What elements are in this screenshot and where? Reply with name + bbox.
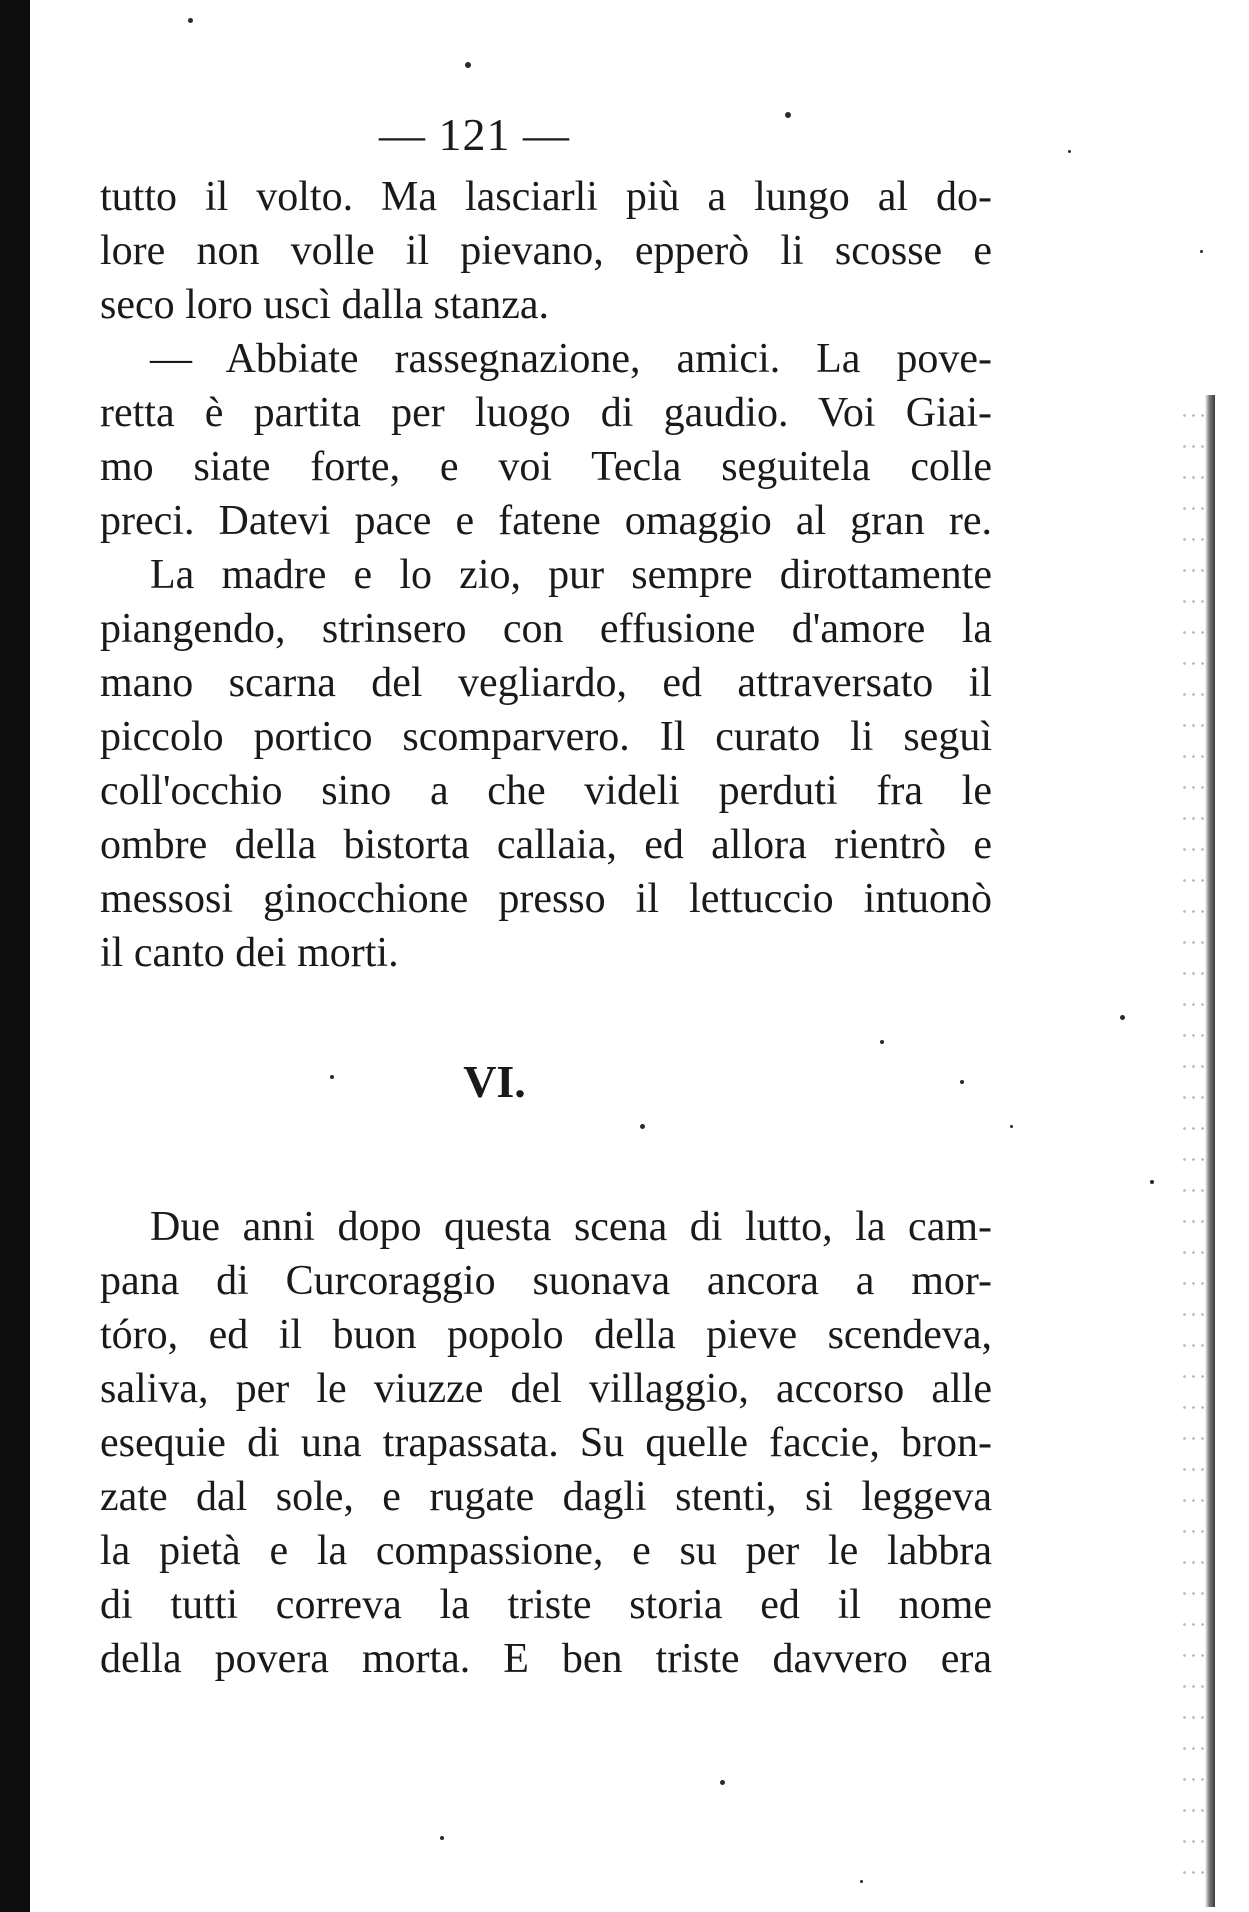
scan-speck [785, 112, 791, 118]
text-line: tutto il volto. Ma lasciarli più a lungo al do- [100, 174, 992, 220]
text-line: tóro, ed il buon popolo della pieve scendeva, [100, 1312, 992, 1358]
text-line: zate dal sole, e rugate dagli stenti, si leggeva [100, 1474, 992, 1520]
text-line: la pietà e la compassione, e su per le labbra [100, 1528, 992, 1574]
text-line: della povera morta. E ben triste davvero era [100, 1636, 992, 1682]
text-line: coll'occhio sino a che videli perduti fra le [100, 768, 992, 814]
text-line: esequie di una trapassata. Su quelle faccie, bron- [100, 1420, 992, 1466]
scan-speck [720, 1780, 725, 1785]
text-line: mo siate forte, e voi Tecla seguitela colle [100, 444, 992, 490]
scan-speck [1150, 1180, 1154, 1184]
text-line: — Abbiate rassegnazione, amici. La pove- [150, 336, 992, 382]
scan-speck [880, 1040, 884, 1044]
scan-speck [465, 62, 471, 68]
text-line: lore non volle il pievano, epperò li scosse e [100, 228, 992, 274]
text-block-bottom [100, 1200, 992, 1686]
scan-speck [1200, 250, 1203, 253]
text-line: di tutti correva la triste storia ed il nome [100, 1582, 992, 1628]
section-heading: VI. [463, 1056, 526, 1107]
scan-speck [860, 1880, 863, 1883]
text-block-top [100, 170, 992, 980]
scan-speck [640, 1124, 645, 1129]
scan-speck [1120, 1015, 1125, 1020]
binding-edge [0, 0, 30, 1912]
text-line: piccolo portico scomparvero. Il curato li seguì [100, 714, 992, 760]
scan-speck [1010, 1125, 1013, 1128]
scan-speck [188, 18, 193, 23]
gutter-speckles [1180, 400, 1210, 1900]
text-line: piangendo, strinsero con effusione d'amore la [100, 606, 992, 652]
scan-speck [1068, 150, 1071, 153]
text-line: preci. Datevi pace e fatene omaggio al gran re. [100, 498, 992, 544]
scan-speck [330, 1075, 334, 1079]
text-line: pana di Curcoraggio suonava ancora a mor- [100, 1258, 992, 1304]
text-line: Due anni dopo questa scena di lutto, la cam- [150, 1204, 992, 1250]
text-line: ombre della bistorta callaia, ed allora rientrò e [100, 822, 992, 868]
text-line: messosi ginocchione presso il lettuccio intuonò [100, 876, 992, 922]
scan-speck [960, 1080, 964, 1084]
text-line: saliva, per le viuzze del villaggio, accorso alle [100, 1366, 992, 1412]
text-line: retta è partita per luogo di gaudio. Voi Giai- [100, 390, 992, 436]
text-line: La madre e lo zio, pur sempre dirottamente [150, 552, 992, 598]
page-number: — 121 — [379, 109, 570, 160]
text-line: il canto dei morti. [100, 930, 399, 976]
scan-speck [440, 1836, 444, 1840]
text-line: mano scarna del vegliardo, ed attraversato il [100, 660, 992, 706]
text-line: seco loro uscì dalla stanza. [100, 282, 549, 328]
